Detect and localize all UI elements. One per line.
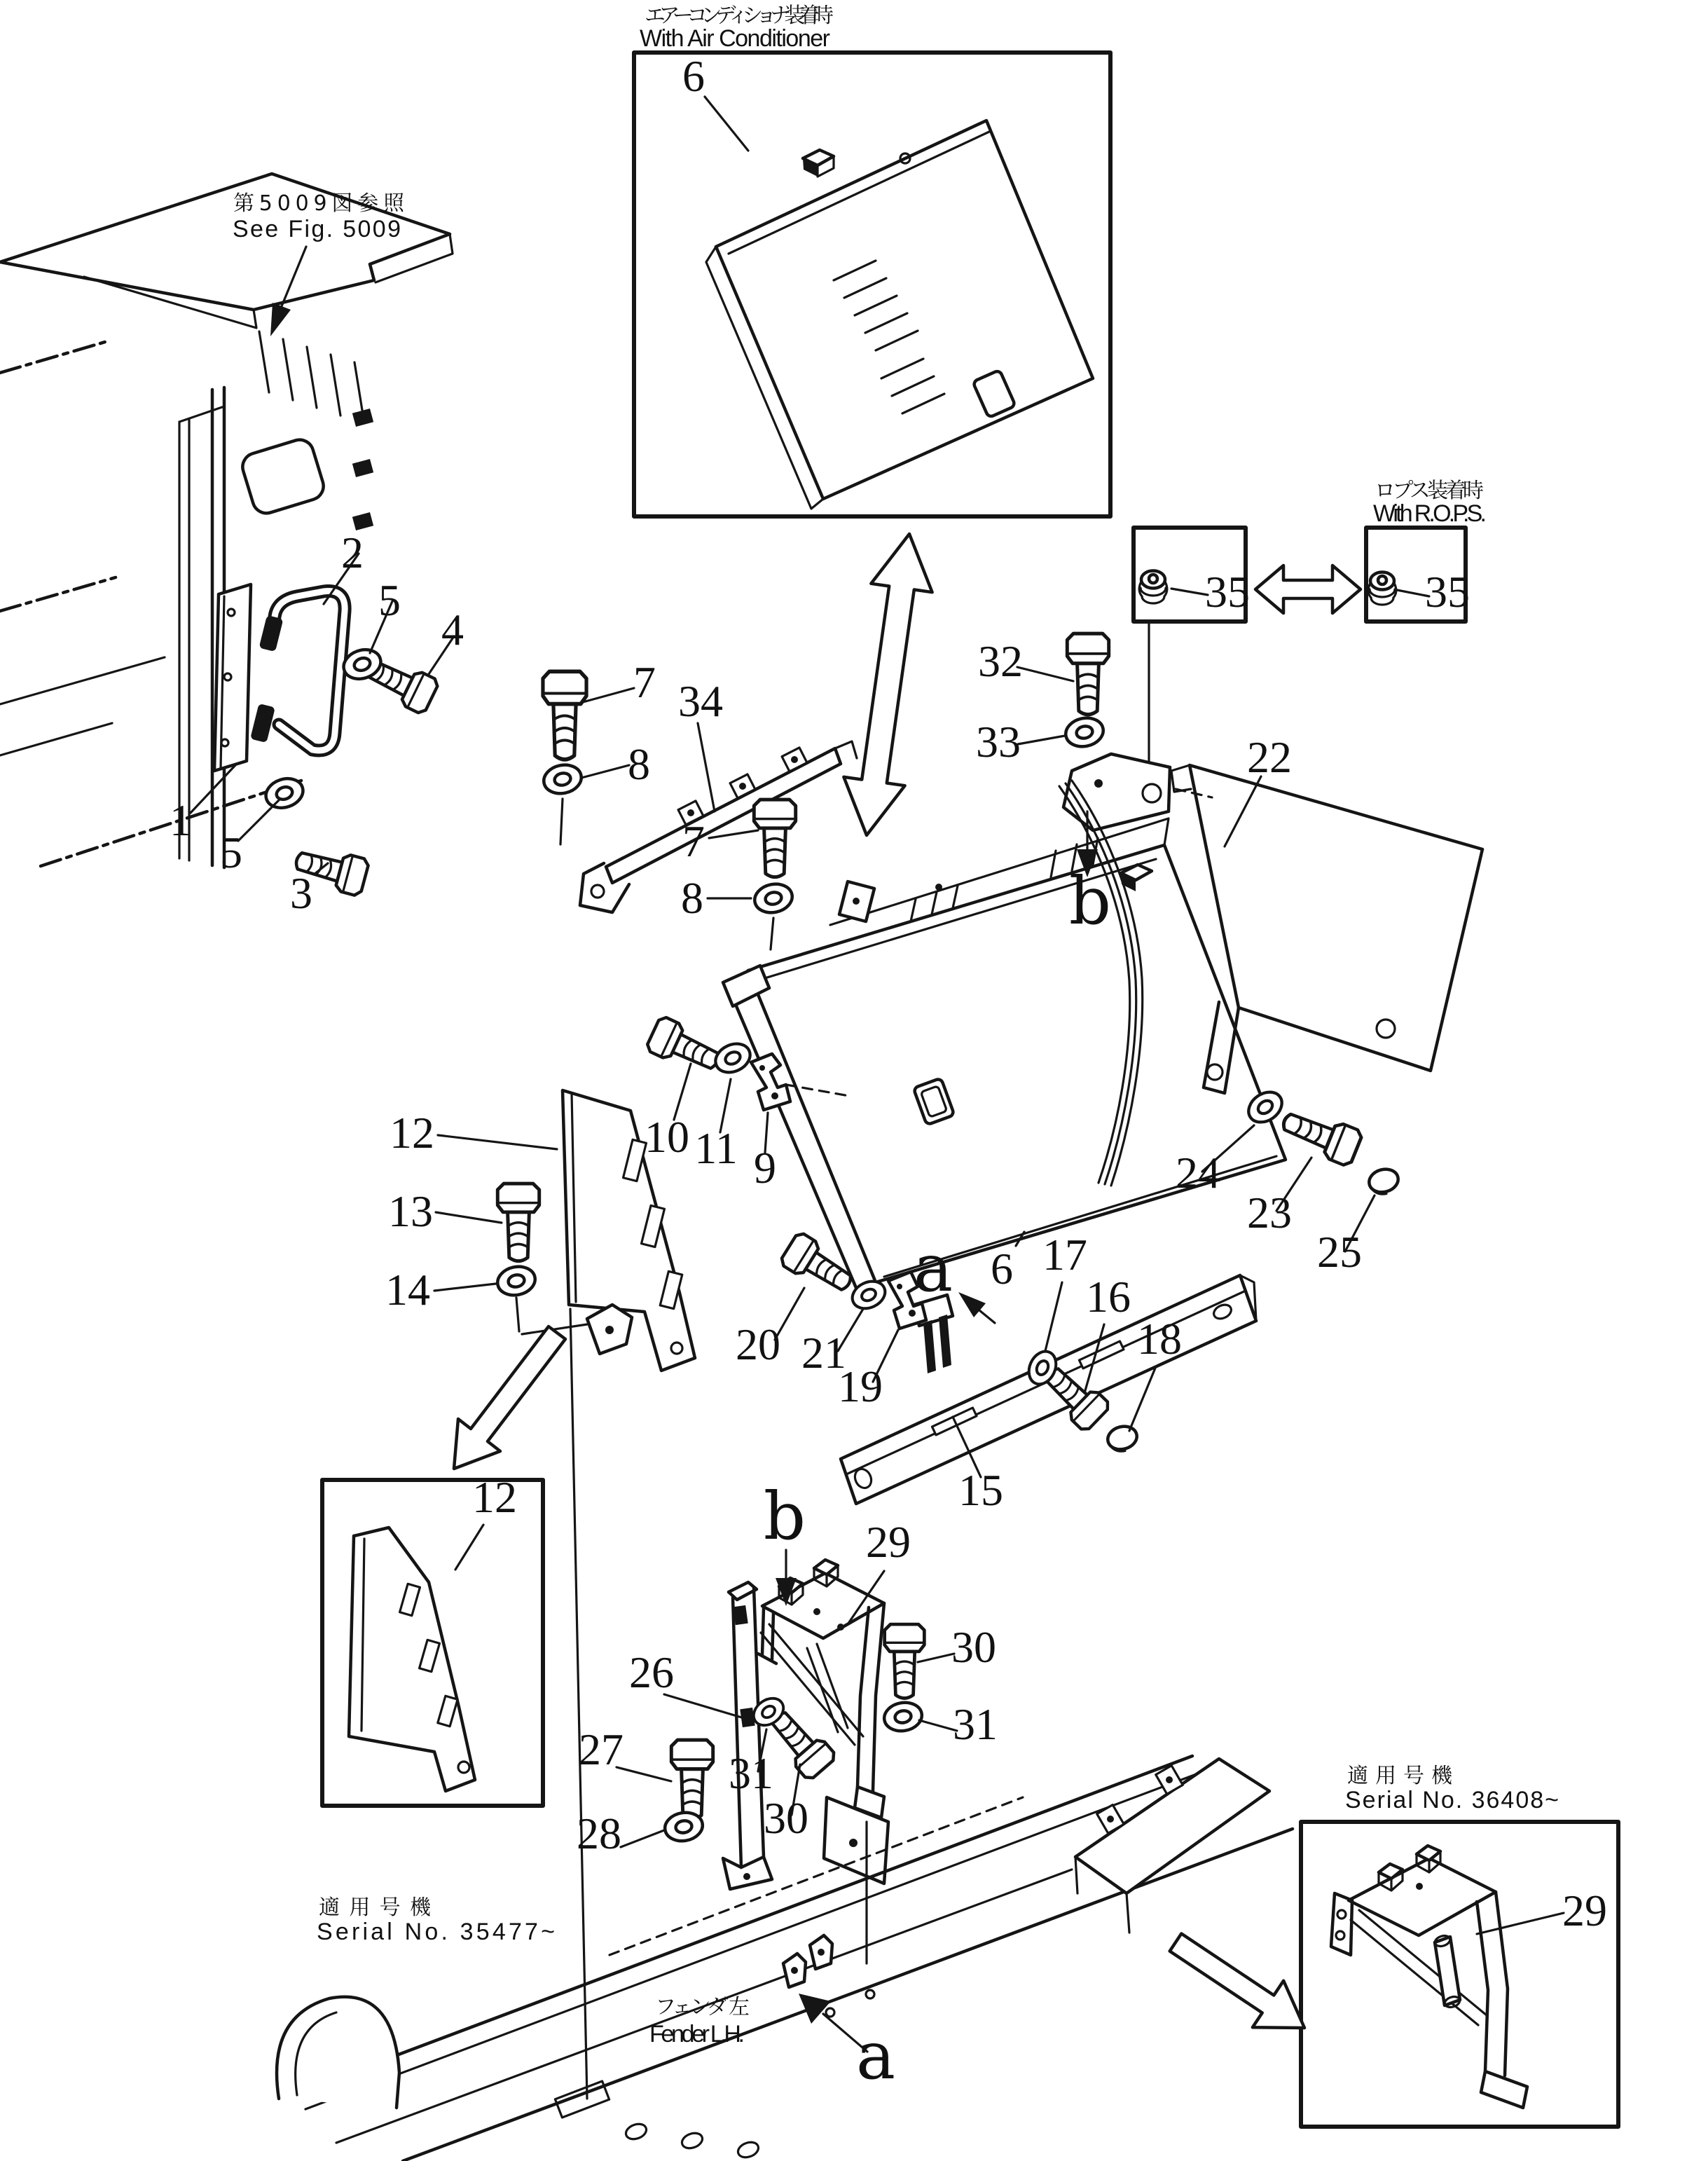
see-fig-label-jp: 第5009図参照 <box>233 191 404 216</box>
ref-letter-b-top: b <box>1068 863 1112 940</box>
washer-part31a <box>882 1700 924 1734</box>
callout-28: 28 <box>577 1809 621 1858</box>
bolt-part10 <box>645 1015 725 1079</box>
callout-9: 9 <box>754 1143 776 1193</box>
callout-8a: 8 <box>628 739 650 789</box>
with-ac-label-en: With Air Conditioner <box>640 25 830 52</box>
bolt-part32 <box>1067 633 1108 715</box>
callout-29-main: 29 <box>866 1517 911 1567</box>
callout-16: 16 <box>1086 1272 1131 1322</box>
washer-part33 <box>1063 715 1106 750</box>
detail-arrow-box12 <box>454 1326 565 1469</box>
callout-12-main: 12 <box>390 1108 434 1158</box>
callout-18: 18 <box>1137 1314 1182 1364</box>
callout-26: 26 <box>629 1647 674 1697</box>
callout-15: 15 <box>958 1465 1003 1515</box>
detail-arrow-box29 <box>1170 1934 1304 2029</box>
main-cover-part6 <box>723 818 1286 1298</box>
callout-24: 24 <box>1176 1148 1220 1198</box>
callout-13: 13 <box>388 1186 433 1236</box>
callout-29-box: 29 <box>1562 1886 1607 1935</box>
bolt-part7a <box>543 671 586 760</box>
serial-late-label-jp: 適用号機 <box>1347 1764 1452 1788</box>
callout-35-right: 35 <box>1425 567 1470 617</box>
callout-23: 23 <box>1247 1188 1292 1237</box>
callout-11: 11 <box>694 1123 738 1173</box>
callout-17: 17 <box>1042 1230 1087 1280</box>
ref-letter-a-top: a <box>913 1230 953 1307</box>
fender-label-en: Fender L.H. <box>649 2021 745 2047</box>
callout-30b: 30 <box>764 1793 808 1843</box>
fender-clip-a <box>783 1935 832 1987</box>
callout-35-left: 35 <box>1205 567 1250 617</box>
early-serial-box <box>322 1480 543 1806</box>
callout-7b: 7 <box>682 816 705 866</box>
callout-32: 32 <box>978 636 1023 686</box>
callout-31b: 31 <box>729 1748 773 1798</box>
callout-27: 27 <box>579 1724 624 1774</box>
ref-letter-a-bottom: a <box>855 2018 896 2094</box>
callout-31a: 31 <box>953 1699 998 1749</box>
callout-22: 22 <box>1247 732 1292 782</box>
callout-33: 33 <box>976 717 1021 767</box>
bolt-part13 <box>497 1184 539 1261</box>
callout-1: 1 <box>170 795 192 845</box>
callout-25: 25 <box>1317 1227 1362 1277</box>
washer-part8a <box>541 762 584 797</box>
bolt-part7b <box>754 800 795 877</box>
serial-early-label-en: Serial No. 35477~ <box>317 1919 555 1945</box>
callout-6-ac: 6 <box>682 51 705 101</box>
cap-part18 <box>1106 1423 1141 1455</box>
callout-20: 20 <box>736 1319 780 1369</box>
swap-arrow-horizontal <box>1255 565 1361 613</box>
air-conditioner-version-box <box>634 53 1110 516</box>
with-rops-label-en: With R.O.P.S. <box>1373 500 1487 527</box>
callout-4: 4 <box>441 605 464 654</box>
callout-34: 34 <box>678 676 723 726</box>
with-ac-label-jp: エアーコンディショナ装着時 <box>645 4 834 28</box>
washer-part11 <box>711 1038 755 1078</box>
washer-part14 <box>495 1263 537 1298</box>
late-serial-box <box>1301 1822 1618 2127</box>
fender-label-jp: フェンダ 左 <box>655 1995 750 2019</box>
callout-19: 19 <box>838 1361 883 1411</box>
serial-late-label-en: Serial No. 36408~ <box>1345 1787 1559 1813</box>
alignment-line-left <box>570 1309 587 2099</box>
washer-part8b <box>752 881 794 916</box>
callout-3: 3 <box>290 868 312 918</box>
bolt-part27 <box>671 1740 712 1819</box>
callout-5a: 5 <box>378 575 401 625</box>
swap-arrow-vertical <box>843 534 932 835</box>
with-rops-label-jp: ロプス装着時 <box>1375 479 1484 503</box>
callout-8b: 8 <box>681 873 703 923</box>
fastener-drop-lines <box>560 799 773 949</box>
cap-part25 <box>1367 1166 1402 1198</box>
see-fig-label-en: See Fig. 5009 <box>233 216 401 242</box>
grab-handle-part2 <box>250 591 345 750</box>
bracket-plate-part1 <box>214 584 251 771</box>
ref-letter-b-bottom: b <box>763 1479 806 1555</box>
callout-14: 14 <box>385 1265 430 1315</box>
callout-2: 2 <box>341 528 364 577</box>
callout-21: 21 <box>801 1328 846 1378</box>
callout-7a: 7 <box>633 657 656 707</box>
callout-30a: 30 <box>951 1622 996 1672</box>
bolt-part23 <box>1277 1103 1363 1167</box>
callout-12-box: 12 <box>472 1472 517 1522</box>
serial-early-label-jp: 適用号機 <box>319 1895 431 1920</box>
callout-6-main: 6 <box>991 1244 1013 1294</box>
callout-5b: 5 <box>220 828 242 877</box>
callout-10: 10 <box>645 1112 689 1162</box>
